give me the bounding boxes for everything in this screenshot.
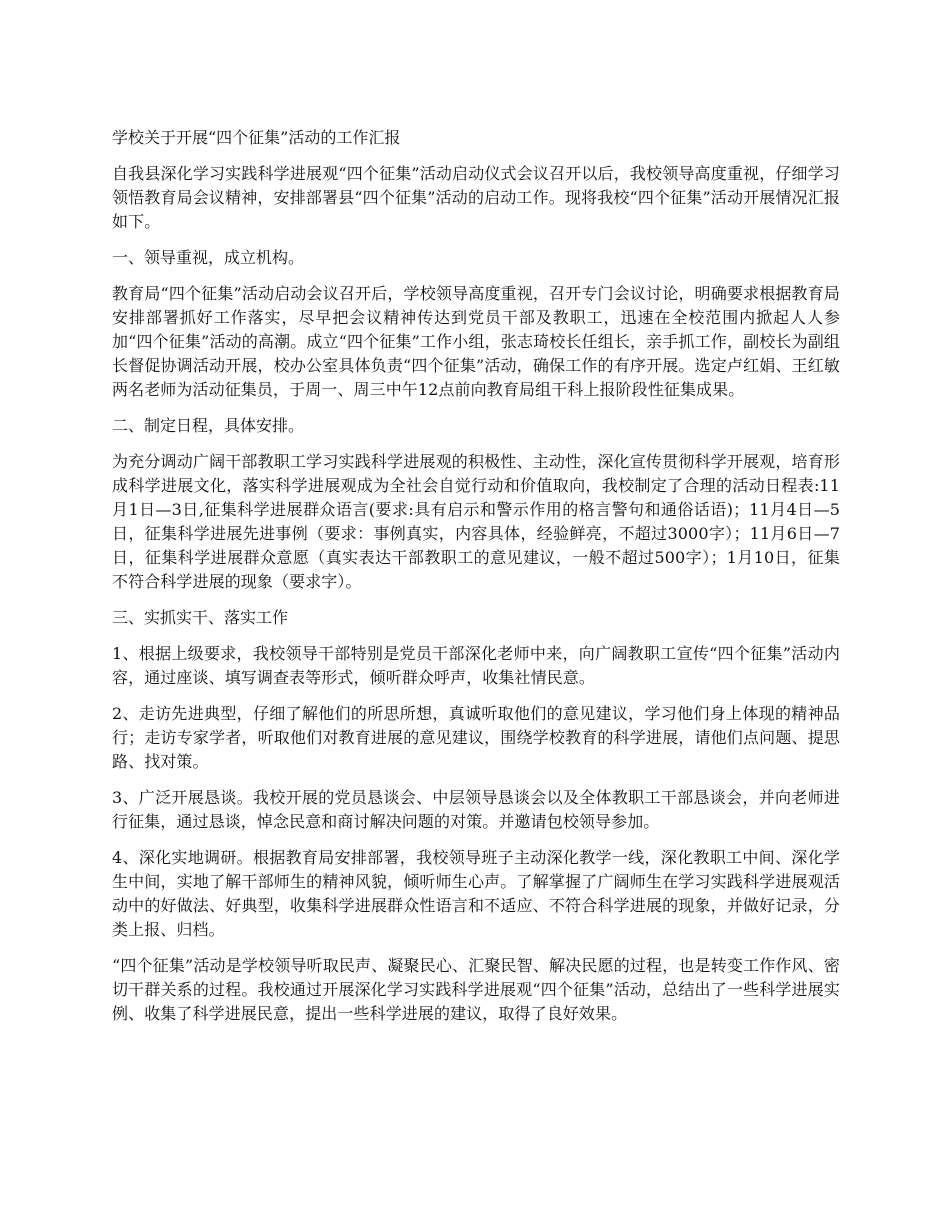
section-heading-implementation: 三、实抓实干、落实工作 [112, 608, 289, 627]
conclusion-paragraph: “四个征集”活动是学校领导听取民声、凝聚民心、汇聚民智、解决民愿的过程，也是转变工作作风、密切干群关系的过程。我校通过开展深化学习实践科学进展观“四个征集”活动，总结出了一些科学进展实例、收集了科学进展民意，提出一些科学进展的建议，取得了良好效果。 [112, 956, 840, 1023]
section-heading-leadership: 一、领导重视，成立机构。 [112, 248, 305, 267]
document-body [112, 126, 840, 1038]
leadership-paragraph: 教育局“四个征集”活动启动会议召开后，学校领导高度重视，召开专门会议讨论，明确要求根据教育局安排部署抓好工作落实，尽早把会议精神传达到党员干部及教职工，迅速在全校范围内掀起人人参加“四个征集”活动的高潮。成立“四个征集”工作小组，张志琦校长任组长，亲手抓工作，副校长为副组长督促协调活动开展，校办公室具体负责“四个征集”活动，确保工作的有序开展。选定卢红娟、王红敏两名老师为活动征集员，于周一、周三中午12点前向教育局组干科上报阶段性征集成果。 [112, 284, 840, 399]
implementation-item-2: 2、走访先进典型，仔细了解他们的所思所想，真诚听取他们的意见建议，学习他们身上体现的精神品行；走访专家学者，听取他们对教育进展的意见建议，围绕学校教育的科学进展，请他们点问题、提思路、找对策。 [112, 704, 840, 771]
implementation-item-1: 1、根据上级要求，我校领导干部特别是党员干部深化老师中来，向广阔教职工宣传“四个征集”活动内容，通过座谈、填写调查表等形式，倾听群众呼声，收集社情民意。 [112, 644, 840, 687]
document-title: 学校关于开展“四个征集”活动的工作汇报 [112, 128, 401, 147]
implementation-item-3: 3、广泛开展恳谈。我校开展的党员恳谈会、中层领导恳谈会以及全体教职工干部恳谈会，并向老师进行征集，通过恳谈，悼念民意和商讨解决问题的对策。并邀请包校领导参加。 [112, 788, 840, 831]
schedule-paragraph: 为充分调动广阔干部教职工学习实践科学进展观的积极性、主动性，深化宣传贯彻科学开展观，培育形成科学进展文化，落实科学进展观成为全社会自觉行动和价值取向，我校制定了合理的活动日程表:11月1日—3日,征集科学进展群众语言(要求:具有启示和警示作用的格言警句和通俗话语)；11月4日—5日，征集科学进展先进事例（要求：事例真实，内容具体，经验鲜亮，不超过3000字）；11月6日—7日，征集科学进展群众意愿（真实表达干部教职工的意见建议，一般不超过500字）；1月10日，征集不符合科学进展的现象（要求字）。 [112, 452, 840, 591]
intro-paragraph: 自我县深化学习实践科学进展观“四个征集”活动启动仪式会议召开以后，我校领导高度重视，仔细学习领悟教育局会议精神，安排部署县“四个征集”活动的启动工作。现将我校“四个征集”活动开展情况汇报如下。 [112, 164, 840, 231]
section-heading-schedule: 二、制定日程，具体安排。 [112, 416, 305, 435]
implementation-item-4: 4、深化实地调研。根据教育局安排部署，我校领导班子主动深化教学一线，深化教职工中间、深化学生中间，实地了解干部师生的精神风貌，倾听师生心声。了解掌握了广阔师生在学习实践科学进展观活动中的好做法、好典型，收集科学进展群众性语言和不适应、不符合科学进展的现象，并做好记录，分类上报、归档。 [112, 848, 840, 939]
